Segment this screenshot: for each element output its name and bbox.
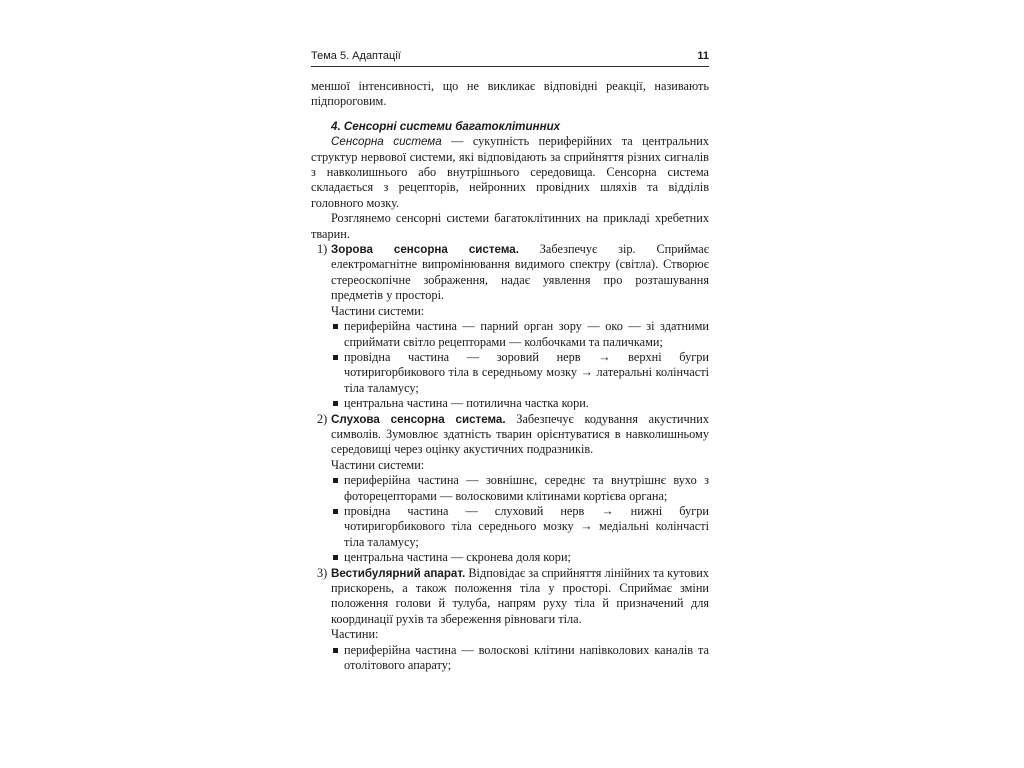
item-number: 3)	[317, 565, 328, 580]
bullet-item: провідна частина — слуховий нерв → нижні бугри чотиригорбикового тіла середнього мозку → медіальні колінчасті тіла таламусу;	[331, 504, 709, 550]
parts-label: Частини системи:	[331, 457, 425, 472]
item-number: 1)	[317, 242, 328, 257]
definition-text: — сукупність периферійних та центральних структур нервової системи, які відповідають за сприйняття різних сигналів з навколишнього або внутрішнього середовища. Сенсорна система складається з рецепторів, нейронних провідних шляхів та відділів головного мозку.	[311, 134, 710, 210]
book-page	[311, 50, 709, 673]
item-title: Зорова сенсорна система.	[331, 243, 519, 257]
item-title: Вестибулярний апарат.	[331, 566, 466, 580]
bullet-list	[311, 643, 709, 674]
page-number: 11	[697, 50, 709, 62]
chapter-title: Тема 5. Адаптації	[311, 50, 401, 62]
intro-paragraph: меншої інтенсивності, що не викликає відповідні реакції, називають підпороговим.	[311, 79, 709, 109]
item-number: 2)	[317, 411, 328, 426]
bullet-item: периферійна частина — волоскові клітини напівколових каналів та отолітового апарату;	[331, 643, 709, 674]
bullet-item: провідна частина — зоровий нерв → верхні бугри чотиригорбикового тіла в середньому мозку → латеральні колінчасті тіла таламусу;	[331, 350, 709, 396]
definition-term: Сенсорна система	[331, 135, 442, 149]
item-text: Відповідає за сприйняття лінійних та кутових прискорень, а також положення тіла у просторі. Сприймає зміни положення голови й тулуба, напрям руху тіла й призначений для координації рухів та збереження рівноваги тіла.	[331, 565, 709, 626]
section-heading: 4. Сенсорні системи багатоклітинних	[331, 119, 561, 133]
item-paragraph	[311, 242, 709, 304]
running-header	[311, 50, 709, 67]
bullet-list	[311, 473, 709, 565]
list-item-auditory-system	[311, 412, 709, 566]
item-title: Слухова сенсорна система.	[331, 412, 506, 426]
bullet-list	[311, 319, 709, 411]
parts-label: Частини:	[331, 627, 379, 642]
bullet-item: периферійна частина — парний орган зору — око — зі здатними сприймати світло рецепторами — колбочками та паличками;	[331, 319, 709, 350]
bullet-item: центральна частина — скронева доля кори;	[331, 550, 709, 565]
item-paragraph	[311, 566, 709, 628]
bullet-item: центральна частина — потилична частка кори.	[331, 396, 709, 411]
list-item-visual-system	[311, 242, 709, 411]
parts-label: Частини системи:	[331, 303, 425, 318]
item-paragraph	[311, 412, 709, 458]
bullet-item: периферійна частина — зовнішнє, середнє та внутрішнє вухо з фоторецепторами — волосковими клітинами кортієва органа;	[331, 473, 709, 504]
list-item-vestibular-apparatus	[311, 566, 709, 674]
definition-paragraph	[311, 134, 709, 211]
item-text: Забезпечує кодування акустичних символів. Зумовлює здатність тварин орієнтуватися в навколишньому середовищі через оцінку акустичних подразників.	[331, 411, 709, 457]
consider-paragraph: Розглянемо сенсорні системи багатоклітинних на прикладі хребетних тварин.	[311, 211, 709, 241]
item-text: Забезпечує зір. Сприймає електромагнітне випромінювання видимого спектру (світла). Створює стереоскопічне зображення, надає уявлення про розташування предметів у просторі.	[331, 242, 709, 303]
